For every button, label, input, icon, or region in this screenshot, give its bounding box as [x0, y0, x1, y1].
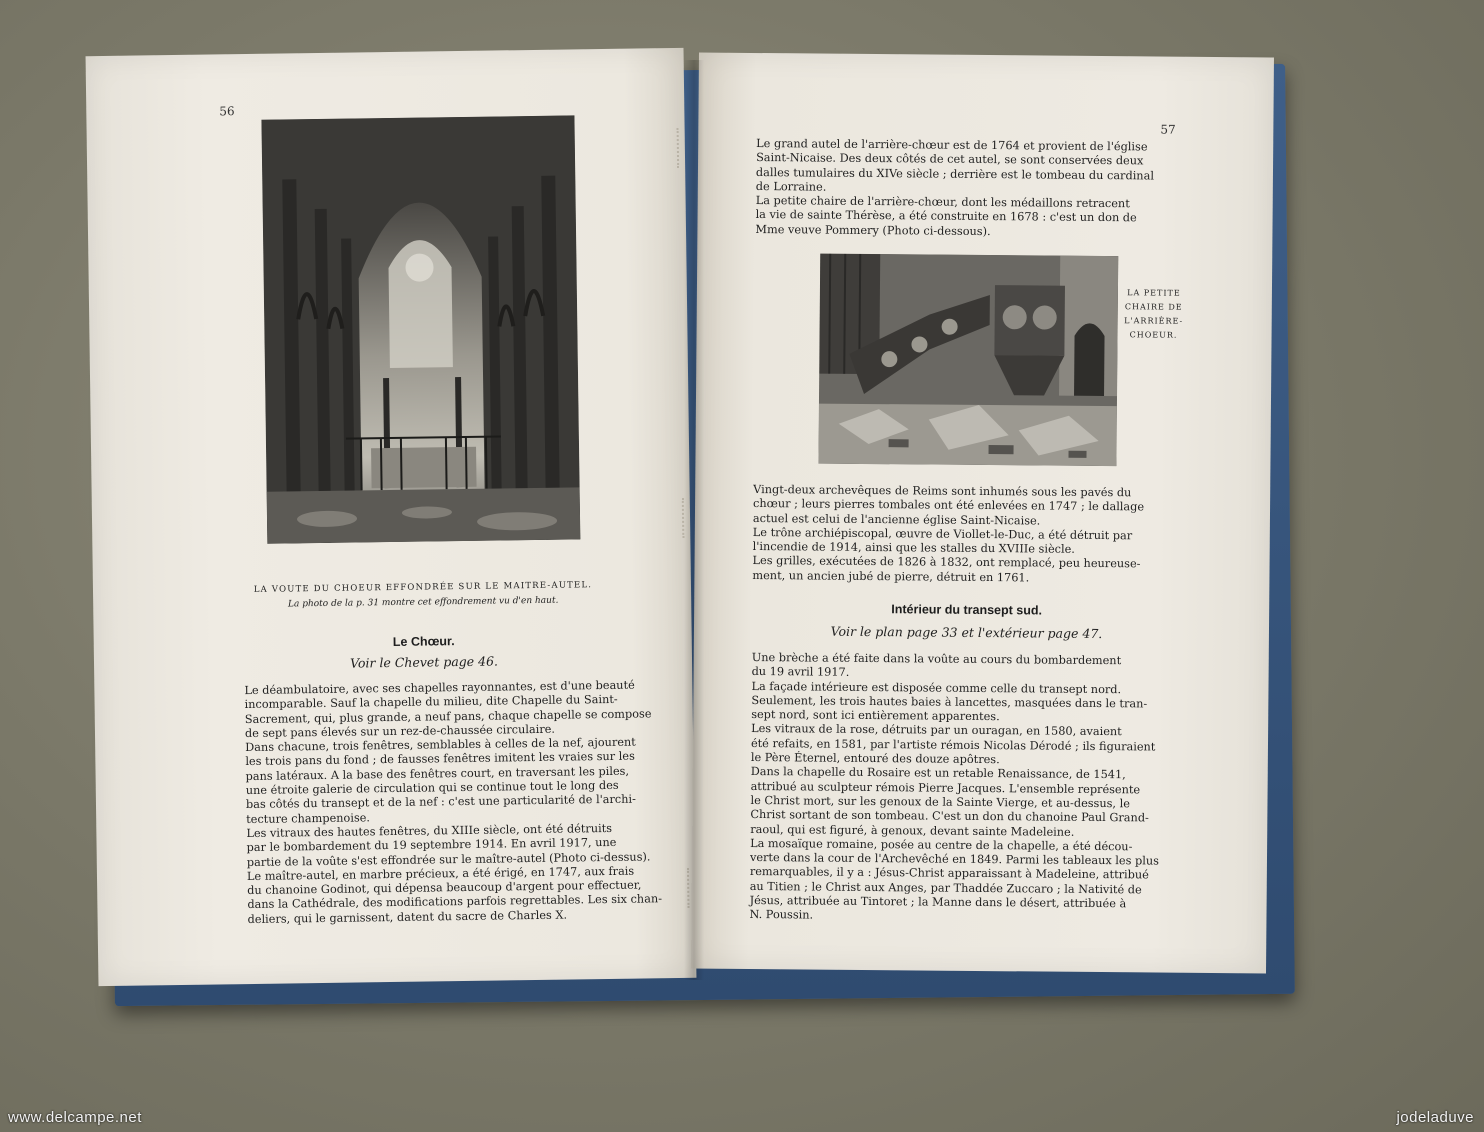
side-caption-line: CHAIRE DE	[1124, 302, 1183, 312]
right-page	[691, 53, 1274, 974]
text-line: actuel est celui de l'ancienne église Saint-Nicaise.	[752, 511, 1041, 528]
text-line: attribué au sculpteur rémois Pierre Jacques. L'ensemble représente	[750, 779, 1141, 797]
text-line: La mosaïque romaine, posée au centre de la chapelle, a été décou-	[750, 836, 1133, 854]
text-line: N. Poussin.	[749, 908, 814, 922]
altar-body-text	[755, 137, 1186, 241]
text-line: Le maître-autel, en marbre précieux, a été érigé, en 1747, aux frais	[246, 864, 635, 883]
text-line: bas côtés du transept et de la nef : c'est une particularité de l'archi-	[245, 792, 637, 812]
text-line: Jésus, attribuée au Tintoret ; la Manne dans le désert, attribuée à	[749, 894, 1127, 911]
text-line: Une brèche a été faite dans la voûte au cours du bombardement	[751, 650, 1122, 668]
watermark-left: www.delcampe.net	[8, 1109, 142, 1126]
text-line: sept nord, sont ici entièrement apparentes.	[751, 708, 1000, 724]
text-line: La petite chaire de l'arrière-chœur, dont les médaillons retracent	[755, 194, 1130, 211]
choir-burials-text	[752, 483, 1183, 587]
text-line: Seulement, les trois hautes baies à lancettes, masquées dans le tran-	[751, 693, 1148, 711]
choir-section-heading: Le Chœur.	[392, 634, 455, 649]
text-line: ment, un ancien jubé de pierre, détruit en 1761.	[752, 568, 1030, 585]
text-line: chœur ; leurs pierres tombales ont été enlevées en 1747 ; le dallage	[753, 497, 1145, 514]
choir-vault-illustration	[261, 115, 580, 543]
text-line: partie de la voûte s'est effondrée sur le maître-autel (Photo ci-dessus).	[246, 849, 651, 869]
text-line: de Lorraine.	[755, 179, 827, 194]
text-line: les trois pans du fond ; de fausses fenêtres imitent les vraies sur les	[245, 750, 635, 769]
side-caption-line: L'ARRIÈRE-	[1124, 316, 1184, 326]
text-line: du chanoine Godinot, qui dépensa beaucoup d'argent pour effectuer,	[247, 878, 642, 898]
side-caption-line: LA PETITE	[1127, 288, 1181, 298]
text-line: Les grilles, exécutées de 1826 à 1832, ont remplacé, peu heureuse-	[752, 554, 1141, 571]
right-page-number: 57	[1160, 122, 1176, 137]
watermark-right: jodeladuve	[1396, 1109, 1474, 1126]
pulpit-photo	[818, 254, 1118, 467]
text-line: La façade intérieure est disposée comme celle du transept nord.	[751, 679, 1122, 696]
text-line: par le bombardement du 19 septembre 1914. En avril 1917, une	[246, 836, 617, 855]
left-page	[86, 48, 697, 986]
text-line: deliers, qui le garnissent, datent du sacre de Charles X.	[247, 908, 568, 926]
text-line: une étroite galerie de circulation qui se continue tout le long des	[245, 778, 619, 798]
text-line: raoul, qui est figuré, à genoux, devant sainte Madeleine.	[750, 822, 1075, 839]
text-line: Dans chacune, trois fenêtres, semblables à celles de la nef, ajourent	[245, 735, 636, 755]
text-line: remarquables, il y a : Jésus-Christ apparaissant à Madeleine, attribué	[749, 865, 1149, 882]
text-line: du 19 avril 1917.	[751, 665, 850, 680]
text-line: Mme veuve Pommery (Photo ci-dessous).	[755, 222, 991, 238]
pulpit-side-caption	[1120, 286, 1186, 343]
text-line: de sept pans élevés sur un rez-de-chaussée circulaire.	[244, 722, 556, 740]
text-line: Dans la chapelle du Rosaire est un retable Renaissance, de 1541,	[750, 765, 1126, 782]
text-line: Le grand autel de l'arrière-chœur est de 1764 et provient de l'église	[756, 137, 1148, 154]
book-gutter-shadow	[684, 60, 704, 980]
choir-vault-photo	[261, 115, 580, 543]
side-caption-line: CHOEUR.	[1129, 330, 1178, 340]
text-line: au Titien ; le Christ aux Anges, par Thaddée Zuccaro ; la Nativité de	[749, 879, 1142, 897]
text-line: été refaits, en 1581, par l'artiste rémois Nicolas Dérodé ; ils figuraient	[750, 736, 1156, 754]
choir-see-also: Voir le Chevet page 46.	[349, 653, 499, 671]
text-line: pans latéraux. A la base des fenêtres court, en traversant les piles,	[245, 764, 630, 783]
left-page-number: 56	[219, 104, 235, 119]
text-line: incomparable. Sauf la chapelle du milieu, dite Chapelle du Saint-	[244, 693, 618, 712]
transept-body-text	[749, 651, 1181, 926]
text-line: Saint-Nicaise. Des deux côtés de cet autel, se sont conservées deux	[756, 151, 1144, 168]
text-line: l'incendie de 1914, ainsi que les stalles du XVIIIe siècle.	[752, 540, 1075, 556]
text-line: tecture champenoise.	[246, 810, 371, 826]
pulpit-illustration	[818, 254, 1118, 467]
text-line: Le déambulatoire, avec ses chapelles rayonnantes, est d'une beauté	[244, 678, 635, 698]
text-line: Les vitraux de la rose, détruits par un ouragan, en 1580, avaient	[751, 722, 1122, 739]
text-line: Christ sortant de son tombeau. C'est un don du chanoine Paul Grand-	[750, 808, 1149, 825]
text-line: Vingt-deux archevêques de Reims sont inhumés sous les pavés du	[753, 482, 1132, 500]
text-line: verte dans la cour de l'Archevêché en 1849. Parmi les tableaux les plus	[749, 851, 1159, 868]
transept-see-also: Voir le plan page 33 et l'extérieur page 47.	[830, 623, 1103, 642]
text-line: le Christ mort, sur les genoux de la Sainte Vierge, et au-dessus, le	[750, 793, 1130, 811]
choir-photo-subcaption: La photo de la p. 31 montre cet effondrement vu d'en haut.	[287, 595, 559, 610]
text-line: Les vitraux des hautes fenêtres, du XIIIe siècle, ont été détruits	[246, 821, 613, 841]
text-line: la vie de sainte Thérèse, a été construite en 1678 : c'est un don de	[755, 208, 1137, 225]
text-line: dalles tumulaires du XIVe siècle ; derrière est le tombeau du cardinal	[755, 165, 1155, 183]
transept-section-heading: Intérieur du transept sud.	[891, 602, 1043, 618]
choir-photo-caption: LA VOUTE DU CHOEUR EFFONDRÉE SUR LE MAITRE-AUTEL.	[253, 580, 593, 595]
text-line: Le trône archiépiscopal, œuvre de Viollet-le-Duc, a été détruit par	[752, 525, 1133, 543]
text-line: dans la Cathédrale, des modifications parfois regrettables. Les six chan-	[247, 892, 663, 912]
choir-body-text	[244, 678, 663, 927]
text-line: le Père Éternel, entouré des douze apôtres.	[750, 751, 1000, 767]
text-line: Sacrement, qui, plus grande, a neuf pans, chaque chapelle se compose	[244, 706, 652, 726]
